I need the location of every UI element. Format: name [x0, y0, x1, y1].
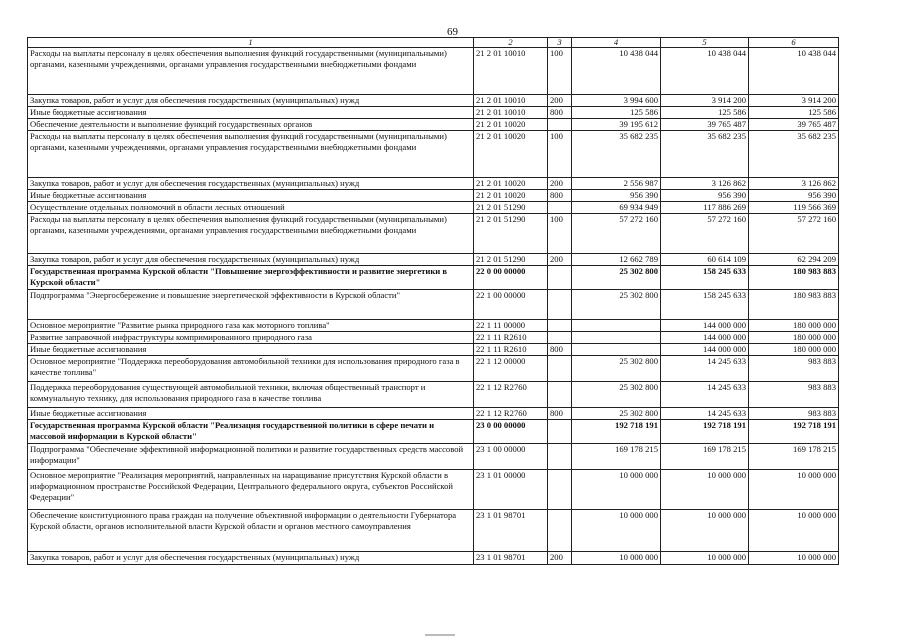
row-value-year1-cell: 10 000 000 — [572, 470, 661, 510]
row-name-cell: Государственная программа Курской области "Реализация государственной политики в сфере печати и массовой информации в Курской области" — [28, 420, 474, 444]
table-row — [28, 119, 839, 131]
row-code-cell: 23 0 00 00000 — [474, 420, 548, 444]
row-value-year3-cell: 10 438 044 — [749, 48, 839, 95]
row-value-year2-cell: 158 245 633 — [661, 266, 749, 290]
row-code-cell: 23 1 01 98701 — [474, 510, 548, 552]
row-value-year1-cell: 10 438 044 — [572, 48, 661, 95]
row-value-year1-cell: 25 302 800 — [572, 382, 661, 408]
row-value-year2-cell: 125 586 — [661, 107, 749, 119]
row-code-cell: 21 2 01 10020 — [474, 119, 548, 131]
row-code-cell: 23 1 01 98701 — [474, 552, 548, 565]
row-name-cell: Иные бюджетные ассигнования — [28, 408, 474, 420]
row-value-year3-cell: 62 294 209 — [749, 254, 839, 266]
row-expense-type-cell — [548, 382, 572, 408]
row-code-cell: 22 1 12 R2760 — [474, 408, 548, 420]
row-value-year1-cell: 125 586 — [572, 107, 661, 119]
row-value-year3-cell: 180 000 000 — [749, 344, 839, 356]
row-name-cell: Расходы на выплаты персоналу в целях обеспечения выполнения функций государственными (муниципальными) органами, казенными учреждениями, органами управления государственными внебюджетными фондами — [28, 48, 474, 95]
table-row — [28, 332, 839, 344]
row-expense-type-cell — [548, 119, 572, 131]
page-bottom-mark — [425, 634, 455, 636]
row-value-year2-cell: 10 000 000 — [661, 510, 749, 552]
table-row — [28, 48, 839, 95]
table-row — [28, 470, 839, 510]
row-code-cell: 21 2 01 10010 — [474, 107, 548, 119]
row-value-year1-cell — [572, 332, 661, 344]
row-value-year2-cell: 144 000 000 — [661, 320, 749, 332]
row-value-year1-cell — [572, 344, 661, 356]
table-row — [28, 178, 839, 190]
row-expense-type-cell: 200 — [548, 95, 572, 107]
row-value-year3-cell: 192 718 191 — [749, 420, 839, 444]
row-code-cell: 22 1 11 R2610 — [474, 332, 548, 344]
row-code-cell: 22 1 12 R2760 — [474, 382, 548, 408]
row-value-year2-cell: 169 178 215 — [661, 444, 749, 470]
row-name-cell: Государственная программа Курской области "Повышение энергоэффективности и развитие энергетики в Курской области" — [28, 266, 474, 290]
row-name-cell: Закупка товаров, работ и услуг для обеспечения государственных (муниципальных) нужд — [28, 254, 474, 266]
row-value-year1-cell: 169 178 215 — [572, 444, 661, 470]
row-name-cell: Основное мероприятие "Поддержка переоборудования автомобильной техники для использования природного газа в качестве топлива" — [28, 356, 474, 382]
row-value-year1-cell: 69 934 949 — [572, 202, 661, 214]
row-value-year2-cell: 158 245 633 — [661, 290, 749, 320]
row-name-cell: Осуществление отдельных полномочий в области лесных отношений — [28, 202, 474, 214]
row-value-year1-cell: 2 556 987 — [572, 178, 661, 190]
row-value-year3-cell: 10 000 000 — [749, 552, 839, 565]
row-code-cell: 21 2 01 10010 — [474, 48, 548, 95]
table-row — [28, 290, 839, 320]
row-value-year3-cell: 956 390 — [749, 190, 839, 202]
row-expense-type-cell: 200 — [548, 178, 572, 190]
row-expense-type-cell: 800 — [548, 107, 572, 119]
column-number-header — [28, 38, 839, 48]
row-value-year2-cell: 39 765 487 — [661, 119, 749, 131]
table-row — [28, 356, 839, 382]
table-row — [28, 202, 839, 214]
row-value-year2-cell: 10 438 044 — [661, 48, 749, 95]
row-expense-type-cell — [548, 290, 572, 320]
row-value-year1-cell: 39 195 612 — [572, 119, 661, 131]
row-expense-type-cell: 100 — [548, 214, 572, 254]
row-name-cell: Обеспечение деятельности и выполнение функций государственных органов — [28, 119, 474, 131]
row-expense-type-cell — [548, 266, 572, 290]
row-expense-type-cell: 800 — [548, 408, 572, 420]
row-expense-type-cell — [548, 444, 572, 470]
row-value-year3-cell: 180 983 883 — [749, 290, 839, 320]
row-value-year1-cell: 956 390 — [572, 190, 661, 202]
row-value-year2-cell: 10 000 000 — [661, 552, 749, 565]
row-name-cell: Иные бюджетные ассигнования — [28, 107, 474, 119]
row-name-cell: Подпрограмма "Энергосбережение и повышение энергетической эффективности в Курской области" — [28, 290, 474, 320]
row-name-cell: Подпрограмма "Обеспечение эффективной информационной политики и развитие государственных средств массовой информации" — [28, 444, 474, 470]
row-code-cell: 21 2 01 10010 — [474, 95, 548, 107]
row-code-cell: 21 2 01 51290 — [474, 214, 548, 254]
row-value-year3-cell: 180 983 883 — [749, 266, 839, 290]
row-name-cell: Закупка товаров, работ и услуг для обеспечения государственных (муниципальных) нужд — [28, 552, 474, 565]
row-value-year3-cell: 119 566 369 — [749, 202, 839, 214]
row-code-cell: 21 2 01 10020 — [474, 190, 548, 202]
row-expense-type-cell: 800 — [548, 344, 572, 356]
row-value-year1-cell: 10 000 000 — [572, 510, 661, 552]
row-value-year1-cell — [572, 320, 661, 332]
row-value-year2-cell: 956 390 — [661, 190, 749, 202]
row-value-year1-cell: 10 000 000 — [572, 552, 661, 565]
row-name-cell: Развитие заправочной инфраструктуры компримированного природного газа — [28, 332, 474, 344]
row-expense-type-cell — [548, 510, 572, 552]
table-row — [28, 444, 839, 470]
table-row — [28, 552, 839, 565]
row-value-year3-cell: 169 178 215 — [749, 444, 839, 470]
row-name-cell: Расходы на выплаты персоналу в целях обеспечения выполнения функций государственными (муниципальными) органами, казенными учреждениями, органами управления государственными внебюджетными фондами — [28, 214, 474, 254]
page-number: 69 — [447, 26, 458, 38]
row-value-year2-cell: 117 886 269 — [661, 202, 749, 214]
row-code-cell: 22 1 00 00000 — [474, 290, 548, 320]
table-row — [28, 320, 839, 332]
row-value-year3-cell: 125 586 — [749, 107, 839, 119]
header-col-5: 5 — [661, 38, 749, 48]
table-row — [28, 382, 839, 408]
header-col-1: 1 — [28, 38, 474, 48]
table-row — [28, 107, 839, 119]
row-value-year1-cell: 25 302 800 — [572, 408, 661, 420]
row-code-cell: 23 1 00 00000 — [474, 444, 548, 470]
row-value-year2-cell: 3 126 862 — [661, 178, 749, 190]
row-value-year1-cell: 12 662 789 — [572, 254, 661, 266]
row-expense-type-cell: 200 — [548, 254, 572, 266]
table-row — [28, 214, 839, 254]
row-value-year3-cell: 983 883 — [749, 408, 839, 420]
row-value-year2-cell: 10 000 000 — [661, 470, 749, 510]
row-value-year2-cell: 14 245 633 — [661, 408, 749, 420]
row-expense-type-cell — [548, 202, 572, 214]
row-value-year1-cell: 25 302 800 — [572, 290, 661, 320]
row-value-year1-cell: 192 718 191 — [572, 420, 661, 444]
row-expense-type-cell — [548, 420, 572, 444]
row-expense-type-cell: 800 — [548, 190, 572, 202]
row-value-year3-cell: 39 765 487 — [749, 119, 839, 131]
row-value-year2-cell: 192 718 191 — [661, 420, 749, 444]
row-value-year3-cell: 3 126 862 — [749, 178, 839, 190]
table-row — [28, 344, 839, 356]
row-value-year2-cell: 3 914 200 — [661, 95, 749, 107]
row-value-year1-cell: 25 302 800 — [572, 266, 661, 290]
row-value-year1-cell: 25 302 800 — [572, 356, 661, 382]
row-value-year3-cell: 57 272 160 — [749, 214, 839, 254]
row-value-year3-cell: 180 000 000 — [749, 320, 839, 332]
row-name-cell: Поддержка переоборудования существующей автомобильной техники, включая общественный транспорт и коммунальную технику, для использования природного газа в качестве топлива — [28, 382, 474, 408]
row-value-year3-cell: 983 883 — [749, 356, 839, 382]
row-expense-type-cell: 100 — [548, 48, 572, 95]
row-value-year3-cell: 10 000 000 — [749, 510, 839, 552]
table-row — [28, 408, 839, 420]
row-code-cell: 21 2 01 51290 — [474, 254, 548, 266]
row-code-cell: 22 1 11 00000 — [474, 320, 548, 332]
row-expense-type-cell — [548, 332, 572, 344]
row-value-year2-cell: 57 272 160 — [661, 214, 749, 254]
table-row — [28, 190, 839, 202]
row-value-year2-cell: 14 245 633 — [661, 356, 749, 382]
header-col-6: 6 — [749, 38, 839, 48]
row-value-year3-cell: 10 000 000 — [749, 470, 839, 510]
row-value-year3-cell: 3 914 200 — [749, 95, 839, 107]
row-value-year3-cell: 180 000 000 — [749, 332, 839, 344]
row-name-cell: Расходы на выплаты персоналу в целях обеспечения выполнения функций государственными (муниципальными) органами, казенными учреждениями, органами управления государственными внебюджетными фондами — [28, 131, 474, 178]
table-row — [28, 131, 839, 178]
row-expense-type-cell: 100 — [548, 131, 572, 178]
header-col-2: 2 — [474, 38, 548, 48]
row-code-cell: 22 1 11 R2610 — [474, 344, 548, 356]
row-value-year2-cell: 35 682 235 — [661, 131, 749, 178]
row-code-cell: 21 2 01 51290 — [474, 202, 548, 214]
row-name-cell: Закупка товаров, работ и услуг для обеспечения государственных (муниципальных) нужд — [28, 178, 474, 190]
table-row — [28, 420, 839, 444]
row-value-year2-cell: 60 614 109 — [661, 254, 749, 266]
row-value-year1-cell: 57 272 160 — [572, 214, 661, 254]
row-value-year3-cell: 35 682 235 — [749, 131, 839, 178]
header-col-4: 4 — [572, 38, 661, 48]
row-value-year2-cell: 144 000 000 — [661, 332, 749, 344]
row-value-year1-cell: 35 682 235 — [572, 131, 661, 178]
header-col-3: 3 — [548, 38, 572, 48]
row-name-cell: Закупка товаров, работ и услуг для обеспечения государственных (муниципальных) нужд — [28, 95, 474, 107]
row-value-year2-cell: 144 000 000 — [661, 344, 749, 356]
row-value-year2-cell: 14 245 633 — [661, 382, 749, 408]
row-value-year1-cell: 3 994 600 — [572, 95, 661, 107]
table-row — [28, 95, 839, 107]
row-expense-type-cell: 200 — [548, 552, 572, 565]
row-code-cell: 23 1 01 00000 — [474, 470, 548, 510]
row-expense-type-cell — [548, 320, 572, 332]
row-expense-type-cell — [548, 356, 572, 382]
row-code-cell: 21 2 01 10020 — [474, 131, 548, 178]
row-code-cell: 22 1 12 00000 — [474, 356, 548, 382]
table-row — [28, 254, 839, 266]
row-value-year3-cell: 983 883 — [749, 382, 839, 408]
budget-table — [27, 37, 839, 565]
row-expense-type-cell — [548, 470, 572, 510]
table-row — [28, 266, 839, 290]
row-name-cell: Иные бюджетные ассигнования — [28, 190, 474, 202]
table-row — [28, 510, 839, 552]
row-name-cell: Иные бюджетные ассигнования — [28, 344, 474, 356]
row-name-cell: Основное мероприятие "Развитие рынка природного газа как моторного топлива" — [28, 320, 474, 332]
row-name-cell: Обеспечение конституционного права граждан на получение объективной информации о деятельности Губернатора Курской области, органов исполнительной власти Курской области и органов местного самоуправления — [28, 510, 474, 552]
row-code-cell: 21 2 01 10020 — [474, 178, 548, 190]
row-name-cell: Основное мероприятие "Реализация мероприятий, направленных на наращивание присутствия Курской области в информационном пространстве Российской Федерации, Центрального федерального округа, субъектов Российской Федерации" — [28, 470, 474, 510]
row-code-cell: 22 0 00 00000 — [474, 266, 548, 290]
